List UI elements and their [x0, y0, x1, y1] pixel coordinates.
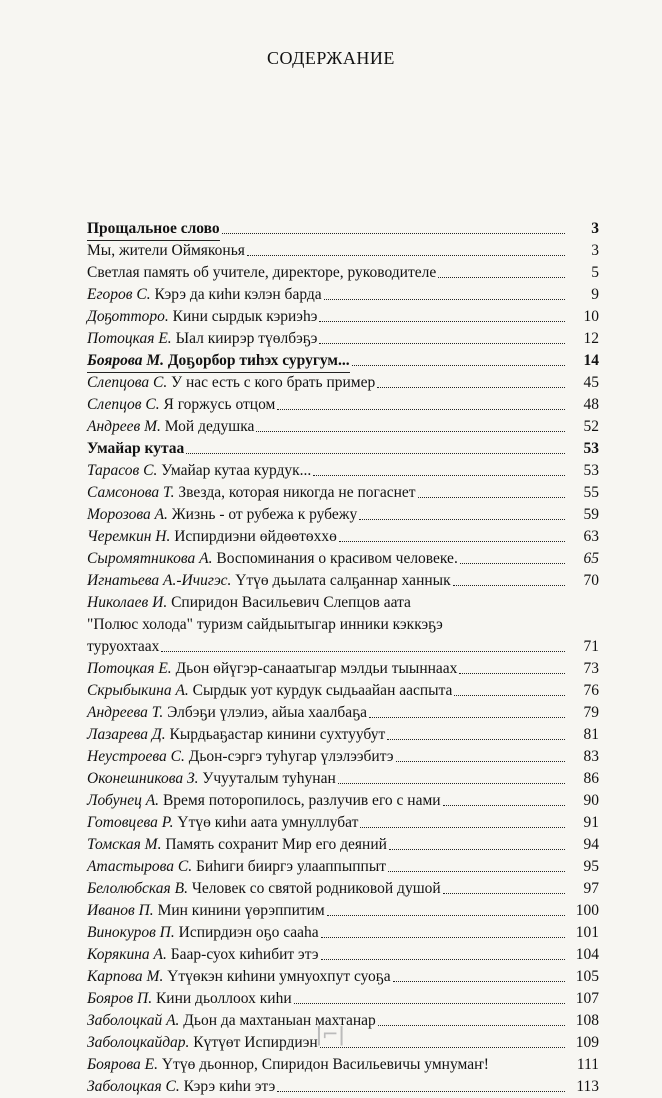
- toc-dot-leader: [327, 914, 565, 916]
- toc-entry-author: Лазарева Д.: [87, 726, 166, 743]
- toc-entry-author: Потоцкая Е.: [87, 660, 172, 677]
- toc-entry-text: [87, 768, 336, 790]
- toc-entry-author: Боярова Е.: [87, 1056, 158, 1073]
- toc-entry-title: Кэрэ да киhи кэлэн барда: [154, 286, 322, 303]
- toc-dot-leader: [313, 474, 565, 476]
- toc-entry: [87, 790, 599, 812]
- toc-entry: [87, 218, 599, 240]
- toc-entry: [87, 504, 599, 526]
- toc-page-number: 48: [583, 396, 599, 413]
- toc-entry: [87, 812, 599, 834]
- toc-entry-text: [87, 922, 319, 944]
- toc-entry-text: [87, 262, 436, 284]
- toc-entry-title: Воспоминания о красивом человеке.: [216, 550, 458, 567]
- toc-dot-leader: [352, 364, 565, 366]
- toc-page-number: 100: [575, 902, 599, 919]
- toc-dot-leader: [319, 342, 565, 344]
- toc-entry: [87, 746, 599, 768]
- handwritten-mark: ǀ⌐ǀ: [316, 1022, 345, 1046]
- toc-entry-author: Винокуров П.: [87, 924, 175, 941]
- toc-entry-author: Скрыбыкина А.: [87, 682, 189, 699]
- toc-page-number: 63: [583, 528, 599, 545]
- toc-entry-text: [87, 680, 452, 702]
- toc-entry: [87, 702, 599, 724]
- toc-dot-leader: [443, 892, 565, 894]
- toc-entry-text: [87, 372, 375, 394]
- toc-entry: [87, 592, 599, 614]
- toc-dot-leader: [377, 386, 565, 388]
- toc-page-number: 105: [575, 968, 599, 985]
- toc-entry: [87, 416, 599, 438]
- toc-dot-leader: [161, 650, 565, 652]
- toc-entry-author: Томская М.: [87, 836, 162, 853]
- toc-entry-text: [87, 856, 386, 878]
- toc-entry-author: Андреев М.: [87, 418, 161, 435]
- toc-page-number: 86: [583, 770, 599, 787]
- toc-page-number: 71: [583, 638, 599, 655]
- toc-entry-text: [87, 1032, 318, 1054]
- toc-entry-title: Үтүө киhи аата умнуллубат: [177, 814, 359, 831]
- toc-entry-title: "Полюс холода" туризм сайдыытыгар инники кэккэҕэ: [87, 616, 443, 633]
- toc-page-number: 113: [576, 1078, 599, 1095]
- toc-entry: [87, 284, 599, 306]
- toc-dot-leader: [359, 518, 565, 520]
- toc-dot-leader: [320, 1046, 565, 1048]
- toc-entry-text: [87, 1076, 275, 1098]
- toc-page-number: 53: [583, 440, 599, 457]
- toc-page-number: 81: [583, 726, 599, 743]
- table-of-contents: [87, 218, 599, 1098]
- toc-entry-text: [87, 416, 254, 438]
- toc-entry: [87, 614, 599, 636]
- toc-entry-author: Слепцов С.: [87, 396, 160, 413]
- toc-entry-title: Кэрэ киhи этэ: [183, 1078, 276, 1095]
- toc-entry-title: Умайар кутаа: [87, 440, 185, 457]
- toc-entry-title: Звезда, которая никогда не погаснет: [178, 484, 416, 501]
- toc-entry-author: Потоцкая Е.: [87, 330, 172, 347]
- toc-entry: [87, 680, 599, 702]
- toc-entry-title: Дьон да махтаныан махтанар: [183, 1012, 376, 1029]
- toc-entry: [87, 482, 599, 504]
- toc-page-number: 3: [591, 242, 599, 259]
- toc-entry: [87, 262, 599, 284]
- toc-entry-title: Кини дьоллоох киһи: [155, 990, 292, 1007]
- toc-dot-leader: [338, 782, 565, 784]
- toc-entry-title: Память сохранит Мир его деяний: [165, 836, 387, 853]
- toc-entry-title: Человек со святой родниковой душой: [191, 880, 441, 897]
- page-title: СОДЕРЖАНИЕ: [267, 48, 395, 68]
- toc-dot-leader: [396, 760, 565, 762]
- toc-page-number: 107: [575, 990, 599, 1007]
- toc-page-number: 76: [583, 682, 599, 699]
- toc-entry-text: [87, 438, 184, 460]
- toc-entry-text: [87, 592, 411, 614]
- toc-entry-title: Испирдиэни өйдөөтөххө: [174, 528, 337, 545]
- toc-entry: [87, 328, 599, 350]
- toc-entry-text: [87, 636, 159, 658]
- toc-entry-author: Черемкин Н.: [87, 528, 171, 545]
- toc-entry-author: Морозова А.: [87, 506, 168, 523]
- toc-entry-text: [87, 614, 443, 636]
- toc-dot-leader: [460, 562, 565, 564]
- toc-entry-author: Лобунец А.: [87, 792, 160, 809]
- toc-dot-leader: [393, 980, 565, 982]
- toc-dot-leader: [321, 936, 565, 938]
- toc-entry-author: Сыромятникова А.: [87, 550, 213, 567]
- toc-entry-title: Дьон өйүгэр-санаатыгар мэлдьи тыыннаах: [175, 660, 458, 677]
- toc-page-number: 59: [583, 506, 599, 523]
- toc-dot-leader: [454, 694, 565, 696]
- toc-page-number: 10: [583, 308, 599, 325]
- toc-page-number: 109: [575, 1034, 599, 1051]
- toc-dot-leader: [321, 958, 565, 960]
- toc-page-number: 45: [583, 374, 599, 391]
- toc-entry-text: [87, 570, 451, 592]
- toc-entry-text: [87, 306, 317, 328]
- toc-dot-leader: [453, 584, 565, 586]
- toc-entry-author: Бояров П.: [87, 990, 153, 1007]
- toc-page-number: 3: [591, 220, 599, 237]
- toc-entry-title: У нас есть с кого брать пример: [171, 374, 376, 391]
- toc-entry: [87, 768, 599, 790]
- toc-entry-title: Испирдиэн оҕо сааһа: [178, 924, 319, 941]
- toc-entry-text: [87, 328, 317, 350]
- toc-entry-author: Неустроева С.: [87, 748, 185, 765]
- toc-entry-text: [87, 834, 387, 856]
- toc-entry: [87, 988, 599, 1010]
- toc-page-number: 14: [583, 352, 599, 369]
- toc-entry-text: [87, 1054, 489, 1076]
- toc-dot-leader: [360, 826, 565, 828]
- toc-page-number: 12: [583, 330, 599, 347]
- toc-dot-leader: [324, 298, 565, 300]
- toc-entry-text: [87, 878, 441, 900]
- toc-page-number: 83: [583, 748, 599, 765]
- toc-entry-text: [87, 218, 220, 241]
- toc-dot-leader: [319, 320, 565, 322]
- toc-entry-text: [87, 504, 357, 526]
- toc-entry: [87, 306, 599, 328]
- toc-page-number: 9: [591, 286, 599, 303]
- toc-entry-author: Заболоцкая С.: [87, 1078, 180, 1095]
- toc-dot-leader: [294, 1002, 565, 1004]
- toc-entry-title: Ыал киирэр түөлбэҕэ: [175, 330, 318, 347]
- toc-dot-leader: [387, 738, 565, 740]
- toc-entry-author: Боярова М.: [87, 352, 164, 369]
- toc-entry-author: Слепцова С.: [87, 374, 168, 391]
- toc-dot-leader: [443, 804, 565, 806]
- toc-entry-title: туруохтаах: [87, 638, 160, 655]
- toc-entry: [87, 372, 599, 394]
- toc-entry: [87, 944, 599, 966]
- toc-entry: [87, 922, 599, 944]
- toc-entry-title: Мы, жители Оймяконья: [87, 242, 245, 259]
- toc-dot-leader: [247, 254, 565, 256]
- toc-entry-title: Учууталым туһунан: [202, 770, 336, 787]
- toc-entry: [87, 548, 599, 570]
- toc-page-number: 95: [583, 858, 599, 875]
- toc-entry-author: Самсонова Т.: [87, 484, 175, 501]
- toc-entry-title: Биһиги бииргэ улааппыппыт: [196, 858, 387, 875]
- toc-entry-author: Николаев И.: [87, 594, 168, 611]
- toc-page-number: 79: [583, 704, 599, 721]
- toc-entry-title: Күтүөт Испирдиэн: [193, 1034, 318, 1051]
- toc-entry-author: Заболоцкай А.: [87, 1012, 180, 1029]
- toc-entry-title: Светлая память об учителе, директоре, руководителе: [87, 264, 437, 281]
- toc-entry-author: Егоров С.: [87, 286, 151, 303]
- toc-page-number: 55: [583, 484, 599, 501]
- toc-entry-author: Оконешникова З.: [87, 770, 199, 787]
- toc-entry-title: Мой дедушка: [164, 418, 255, 435]
- toc-entry-title: Кырдьаҕастар кинини сухтуубут: [169, 726, 386, 743]
- toc-entry-text: [87, 460, 311, 482]
- toc-entry: [87, 240, 599, 262]
- toc-entry-title: Спиридон Васильевич Слепцов аата: [171, 594, 411, 611]
- toc-entry: [87, 658, 599, 680]
- toc-dot-leader: [339, 540, 565, 542]
- toc-entry-author: Иванов П.: [87, 902, 154, 919]
- toc-entry-author: Готовцева Р.: [87, 814, 174, 831]
- toc-entry-title: Умайар кутаа курдук...: [161, 462, 312, 479]
- toc-entry-text: [87, 812, 358, 834]
- toc-entry-text: [87, 350, 350, 373]
- toc-entry-author: Тарасов С.: [87, 462, 158, 479]
- toc-entry: [87, 526, 599, 548]
- toc-entry-text: [87, 240, 245, 262]
- toc-entry-text: [87, 900, 325, 922]
- toc-entry: [87, 724, 599, 746]
- toc-entry-author: Доҕотторо.: [87, 308, 169, 325]
- toc-entry-title: Доҕорбор тиһэх суругум...: [167, 352, 350, 369]
- toc-entry-text: [87, 988, 292, 1010]
- toc-page-number: 111: [576, 1056, 599, 1073]
- toc-page-number: 52: [583, 418, 599, 435]
- toc-dot-leader: [378, 1024, 565, 1026]
- toc-entry: [87, 1076, 599, 1098]
- toc-entry: [87, 834, 599, 856]
- toc-entry-author: Корякина А.: [87, 946, 167, 963]
- toc-dot-leader: [369, 716, 565, 718]
- toc-dot-leader: [438, 276, 565, 278]
- toc-entry-text: [87, 526, 337, 548]
- toc-dot-leader: [418, 496, 565, 498]
- toc-entry-title: Үтүө дьылата салҕаннар ханнык: [235, 572, 451, 589]
- toc-entry: [87, 1054, 599, 1076]
- toc-entry-text: [87, 548, 458, 570]
- toc-entry: [87, 570, 599, 592]
- toc-page-number: 65: [583, 550, 599, 567]
- toc-entry: [87, 966, 599, 988]
- toc-entry: [87, 856, 599, 878]
- toc-entry: [87, 438, 599, 460]
- toc-entry-title: Дьон-сэргэ туһугар үлэлээбитэ: [188, 748, 394, 765]
- toc-entry-author: Игнатьева А.-Ичигэс.: [87, 572, 232, 589]
- toc-page-number: 90: [583, 792, 599, 809]
- toc-entry: [87, 900, 599, 922]
- toc-page-number: 53: [583, 462, 599, 479]
- toc-page-number: 97: [583, 880, 599, 897]
- toc-entry-title: Баар-суох киһибит этэ: [170, 946, 319, 963]
- toc-entry-title: Үтүөкэн киһини умнуохпут суоҕа: [167, 968, 391, 985]
- toc-entry-text: [87, 284, 322, 306]
- toc-entry-title: Время поторопилось, разлучив его с нами: [162, 792, 441, 809]
- toc-dot-leader: [389, 848, 565, 850]
- toc-entry-text: [87, 746, 394, 768]
- toc-entry-text: [87, 944, 319, 966]
- toc-entry-author: Атастырова С.: [87, 858, 193, 875]
- toc-entry-text: [87, 966, 391, 988]
- toc-page-number: 91: [583, 814, 599, 831]
- toc-entry: [87, 878, 599, 900]
- toc-entry-title: Үтүө дьоннор, Спиридон Васильевичы умнумаҥ!: [161, 1056, 489, 1073]
- toc-entry-title: Прощальное слово: [87, 220, 220, 237]
- toc-dot-leader: [277, 408, 565, 410]
- toc-dot-leader: [277, 1090, 565, 1092]
- toc-entry-text: [87, 702, 367, 724]
- toc-entry-author: Заболоцкайдар.: [87, 1034, 190, 1051]
- toc-entry-text: [87, 394, 275, 416]
- toc-entry-author: Белолюбская В.: [87, 880, 188, 897]
- toc-entry-text: [87, 724, 385, 746]
- toc-page-number: 94: [583, 836, 599, 853]
- toc-dot-leader: [256, 430, 565, 432]
- toc-dot-leader: [222, 232, 565, 234]
- toc-page-number: 5: [591, 264, 599, 281]
- toc-dot-leader: [459, 672, 565, 674]
- toc-page-number: 108: [575, 1012, 599, 1029]
- toc-dot-leader: [388, 870, 565, 872]
- toc-entry-text: [87, 658, 457, 680]
- toc-entry-title: Элбэҕи үлэлиэ, айыа хаалбаҕа: [167, 704, 368, 721]
- toc-entry-text: [87, 482, 416, 504]
- toc-entry-title: Мин кинини үөрэппитим: [157, 902, 325, 919]
- toc-page-number: 70: [583, 572, 599, 589]
- toc-page-number: 104: [575, 946, 599, 963]
- toc-entry: [87, 350, 599, 372]
- toc-entry: [87, 394, 599, 416]
- toc-entry-author: Карпова М.: [87, 968, 164, 985]
- toc-entry-title: Сырдык уот курдук сыдьаайан ааспыта: [192, 682, 453, 699]
- toc-page-number: 101: [575, 924, 599, 941]
- toc-entry: [87, 636, 599, 658]
- toc-entry-author: Андреева Т.: [87, 704, 164, 721]
- toc-entry-text: [87, 790, 441, 812]
- toc-entry-title: Кини сырдык кэриэһэ: [172, 308, 318, 325]
- toc-entry-title: Я горжусь отцом: [163, 396, 276, 413]
- toc-dot-leader: [186, 452, 565, 454]
- toc-entry: [87, 460, 599, 482]
- toc-page-number: 73: [583, 660, 599, 677]
- toc-entry-title: Жизнь - от рубежа к рубежу: [171, 506, 358, 523]
